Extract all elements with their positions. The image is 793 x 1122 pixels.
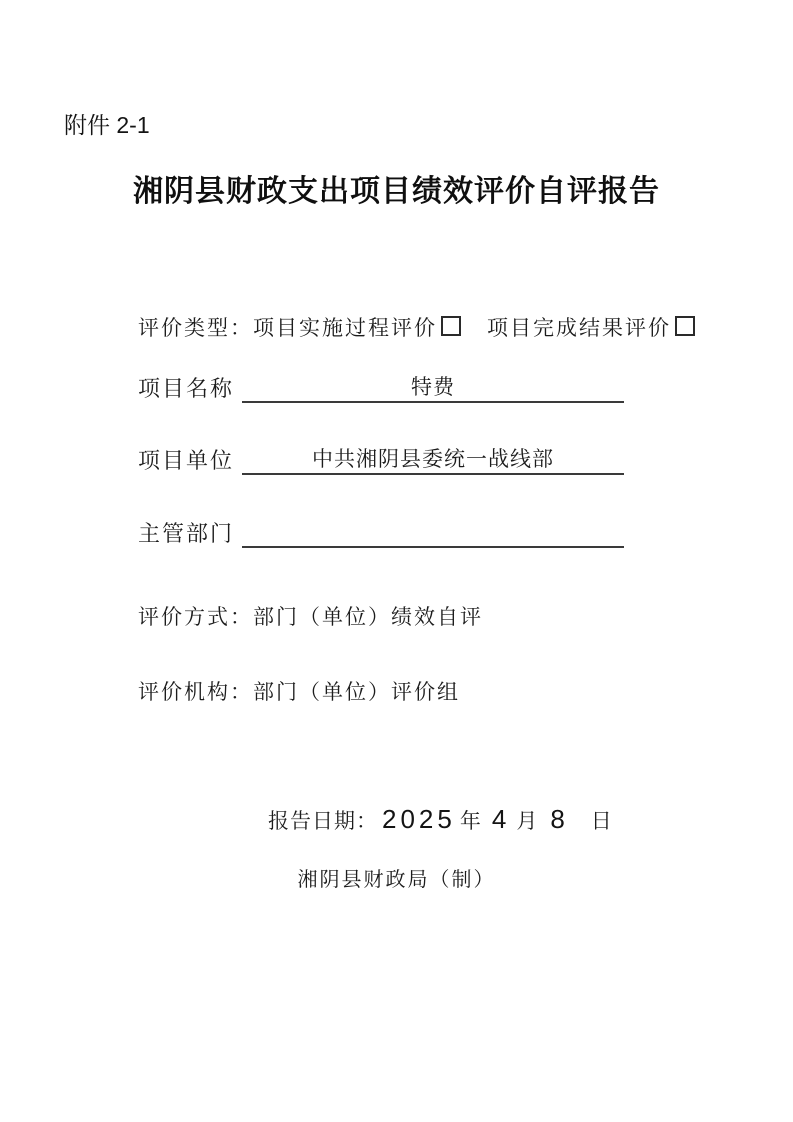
evaluation-method-value: 部门（单位）绩效自评: [253, 605, 483, 629]
report-date-label: 报告日期：: [268, 809, 378, 833]
process-evaluation-checkbox-icon: [441, 316, 461, 336]
evaluation-agency-value: 部门（单位）评价组: [253, 680, 460, 704]
evaluation-type-label: 评价类型：: [138, 316, 253, 340]
evaluation-option-completion-label: 项目完成结果评价: [487, 316, 671, 340]
row-evaluation-agency: [138, 676, 460, 706]
project-unit-value: 中共湘阴县委统一战线部: [312, 447, 555, 471]
field-row-project-unit: [138, 447, 624, 475]
report-date-row: [268, 804, 613, 835]
report-date-day: 8: [550, 804, 569, 834]
project-name-label: 项目名称: [138, 376, 235, 401]
report-date-year-unit: 年: [459, 809, 482, 833]
attachment-label: 附件 2-1: [64, 112, 150, 138]
issuer-line: 湘阴县财政局（制）: [297, 869, 496, 891]
project-name-underline: [242, 373, 624, 403]
row-evaluation-method: [138, 601, 483, 631]
evaluation-type-row: [138, 312, 695, 342]
project-name-value: 特费: [411, 375, 456, 399]
project-unit-label: 项目单位: [138, 448, 235, 473]
report-date-month-unit: 月: [516, 809, 539, 833]
supervisor-department-label: 主管部门: [138, 521, 235, 546]
completion-evaluation-checkbox-icon: [675, 316, 695, 336]
project-unit-underline: [242, 445, 624, 475]
report-title: 湘阴县财政支出项目绩效评价自评报告: [133, 175, 660, 208]
field-row-supervisor-department: [138, 520, 624, 548]
field-row-project-name: [138, 375, 624, 403]
evaluation-agency-label: 评价机构：: [138, 680, 253, 704]
report-date-month: 4: [491, 804, 511, 834]
supervisor-department-underline: [242, 518, 624, 548]
report-date-year: 2025: [382, 804, 456, 834]
evaluation-option-process-label: 项目实施过程评价: [253, 316, 437, 340]
report-date-day-unit: 日: [590, 809, 613, 833]
evaluation-method-label: 评价方式：: [138, 605, 253, 629]
